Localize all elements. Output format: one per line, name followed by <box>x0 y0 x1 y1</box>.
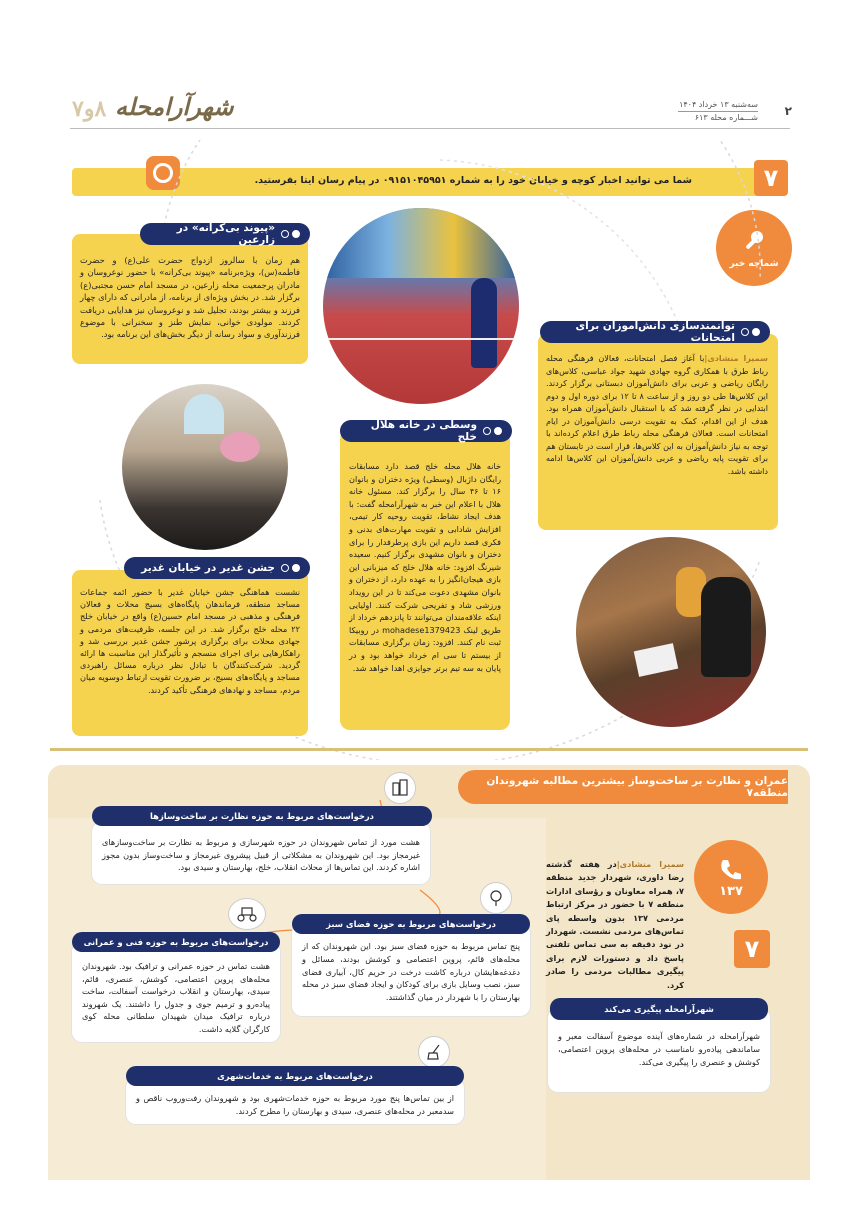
request-body: از بین تماس‌ها پنج مورد مربوط به حوزه خدمات‌شهری بود و شهروندان رفت‌وروب ناقص و سدمعبر در محله‌های عنصری، سیدی و بهارستان را مطرح کردند. <box>136 1093 454 1116</box>
phone-icon <box>717 856 745 884</box>
building-icon <box>384 772 416 804</box>
request-body: هشت تماس در حوزه عمرانی و ترافیک بود. شهروندان محله‌های پروین اعتصامی، کوشش، عنصری، قائم، سیدی، بهارستان و انقلاب درخواست آسفالت، ساخت پیاده‌رو و ترمیم جوی و جدول را داشتند. یک شهروند درباره ترافیک میدان شهیدان سلطانی محله کوی کارگران گلایه داشت. <box>82 961 270 1034</box>
photo-figure <box>471 278 497 368</box>
magazine-title-text: شهرآرامحله <box>115 92 234 121</box>
article-imtihan <box>538 334 778 530</box>
request-title-text: درخواست‌های مربوط به حوزه نظارت بر ساخت‌وسازها <box>150 811 374 821</box>
title-dots <box>281 564 300 572</box>
page-number: ۲ <box>784 104 792 118</box>
section2-intro <box>546 858 684 992</box>
article-peyvand <box>72 234 308 364</box>
dot-icon <box>494 427 502 435</box>
peyvand-body: هم زمان با سالروز ازدواج حضرت علی(ع) و حضرت فاطمه(س)، ویژه‌برنامه «پیوند بی‌کرانه» با حضور نوعروسان و مادران پرجمعیت محله زارعین، در مسجد امام حسن مجتبی(ع) برگزار شد. در بخش ویژه‌ای از برنامه، از مادرانی که دارای چهار فرزند و بیشتر بودند، تجلیل شد و نوعروسان نیز هدایایی دریافت کردند. مولودی خوانی، نمایش طنز و سخنرانی با موضوع فرزندآوری و سواد رسانه از دیگر بخش‌های این برنامه بود. <box>80 255 300 340</box>
photo-paper <box>634 643 679 677</box>
photo-women-gathering <box>122 384 288 550</box>
article-vasati <box>340 430 510 730</box>
title-dots <box>483 427 502 435</box>
tree-icon <box>480 882 512 914</box>
imtihan-body <box>546 352 768 477</box>
dot-icon <box>281 230 289 238</box>
photo-kids-studying <box>576 537 766 727</box>
imtihan-title <box>540 321 770 343</box>
vasati-title <box>340 420 512 442</box>
vasati-title-text: وسطی در خانه هلال خلج <box>370 419 477 443</box>
magazine-title <box>115 92 234 121</box>
section-divider <box>50 748 808 751</box>
news-badge-label: شماچه خبر <box>729 259 779 269</box>
banner-number: ۷ <box>763 164 779 192</box>
photo-dodgeball-hall <box>323 208 519 404</box>
imtihan-author: سمیرا منشادی| <box>704 353 768 363</box>
ghadir-title <box>124 557 310 579</box>
request-title-text: درخواست‌های مربوط به حوزه فضای سبز <box>326 919 496 929</box>
followup-title <box>550 998 768 1020</box>
broom-icon <box>418 1036 450 1068</box>
request-title-technical <box>72 932 280 952</box>
request-title-text: درخواست‌های مربوط به حوزه فنی و عمرانی <box>83 937 269 947</box>
request-title-construction <box>92 806 432 826</box>
header-divider <box>70 128 790 129</box>
dot-icon <box>741 328 749 336</box>
request-title-green-space <box>292 914 530 934</box>
request-card-construction <box>92 822 430 884</box>
region-numbers: ۸و۷ <box>72 96 107 122</box>
ghadir-title-text: جشن غدیر در خیابان غدیر <box>141 562 275 574</box>
issue-number: شـــماره محله ۶۱۳ <box>694 113 758 122</box>
photo-flowers <box>220 432 260 462</box>
request-card-technical <box>72 942 280 1042</box>
phone-137-badge <box>694 840 768 914</box>
page-header <box>0 0 858 140</box>
region-7-number: ۷ <box>744 935 760 963</box>
followup-body: شهرآرامحله در شماره‌های آینده موضوع آسفالت معبر و ساماندهی پیاده‌رو نامناسب در محله‌های پروین اعتصامی، کوشش و عنصری را پیگیری می‌کند. <box>558 1031 760 1067</box>
ghadir-body: نشست هماهنگی جشن خیابان غدیر با حضور ائمه جماعات مساجد منطقه، فرماندهان پایگاه‌های بسیج محلات و فعالان فرهنگی و مذهبی در مسجد امام حسین(ع) واقع در خیابان خلج ۲۲ محله خلج برگزار شد. در این جلسه، ظرفیت‌های مردمی و جهادی محلات برای برگزاری پرشور جشن غدیر بررسی شد و راهکارهایی برای اجرای منسجم و تأثیرگذار این مناسبت ها ارائه گردید. شرکت‌کنندگان با تبادل نظر درباره مسائل راهبردی مساجد و پایگاه‌های بسیج، بر ضرورت تقویت ارتباط دوسویه میان مردم، مساجد و نهادهای فرهنگی تأکید کردند. <box>80 587 300 695</box>
header-rule <box>678 111 758 112</box>
road-roller-icon <box>228 898 266 930</box>
photo-wall <box>323 208 519 278</box>
request-title-city-services <box>126 1066 464 1086</box>
followup-title-text: شهرآرامحله پیگیری می‌کند <box>604 1004 714 1014</box>
region-7-badge <box>734 930 770 968</box>
dot-icon <box>292 230 300 238</box>
imtihan-body-text: با آغاز فصل امتحانات، فعالان فرهنگی محله رباط طرق با همکاری گروه جهادی شهید جواد عباسی، کلاس‌های رایگان ریاضی و عربی برای دانش‌آموزان دبستانی برگزار کردند. این کلاس‌ها طی دو روز و از ساعت ۸ تا ۱۲ برای دوره اول و دوم ابتدایی در نظر گرفته شد که با استقبال دانش‌آموزان همراه بود. هدف از این اقدام، کمک به تقویت درسی دانش‌آموزان در ایام امتحانات است. فعالان فرهنگی محله رباط طرق اعلام کرده‌اند با توجه به نیاز دانش‌آموزان به این کلاس‌ها، قرار است در تابستان هم برای تقویت پایه ریاضی و عربی دانش‌آموزان این کلاس‌ها ادامه داشته باشد. <box>546 353 768 476</box>
followup-card <box>548 1008 770 1092</box>
section2-intro-text: در هفته گذشته رضا داوری، شهردار جدید منطقه ۷، همراه معاونان و رؤسای ادارات منطقه ۷ با حضور در مرکز ارتباط مردمی ۱۳۷ بدون واسطه پای تماس‌های مردمی نشست. شهردار در نود دقیقه به سی تماس تلفنی پاسخ داد و دستورات لازم برای پیگیری مطالبات مردمی را صادر کرد. <box>546 859 684 990</box>
request-body: پنج تماس مربوط به حوزه فضای سبز بود. این شهروندان که از محله‌های قائم، پروین اعتصامی و کوشش بودند، مسائل و دغدغه‌هایشان درباره کاشت درخت در حریم کال، آبیاری فضای سبز، نصب وسایل بازی برای کودکان و ایجاد فضای سبز در محله بهارستان را با شهردار در میان گذاشتند. <box>302 941 520 1003</box>
section2-intro-author: سمیرا منشادی| <box>616 859 684 869</box>
photo-adult <box>701 577 751 677</box>
phone-number: ۱۳۷ <box>719 883 743 899</box>
title-dots <box>281 230 300 238</box>
issue-date: سه‌شنبه ۱۳ خرداد ۱۴۰۴ <box>679 100 758 109</box>
photo-court-line <box>323 338 519 340</box>
peyvand-title-text: «پیوند بی‌کرانه» در زارعین <box>176 222 275 246</box>
vasati-body: خانه هلال محله خلج قصد دارد مسابقات رایگان داژبال (وسطی) ویژه دختران و بانوان ۱۶ تا ۴۶ سال را برگزار کند. مسئول خانه هلال با اعلام این خبر به شهرآرامحله گفت: با هدف ایجاد نشاط، تقویت روحیه کار تیمی، افزایش شادابی و تقویت مهارت‌های بدنی و فکری قصد داریم این بازی پرطرفدار را برای دختران و بانوان مشهدی برگزار کنیم. سعیده شیرنگ افزود: خانه هلال خلج که میزبانی این بازی هیجان‌انگیز را به عهده دارد، از دختران و بانوان مشهدی دعوت می‌کند تا در این رویداد ورزشی شاد و تفریحی شرکت کنند. اولیایی اینکه علاقه‌مندان می‌توانند تا پانزدهم خرداد از طریق لینک mohadese1379423 در روبیکا ثبت نام کنند. افزود: زمان برگزاری مسابقات از بیستم تا سی ام خرداد خواهد بود و در پایان به سه تیم برتر جوایزی اهدا خواهد شد. <box>349 461 501 673</box>
request-body: هشت مورد از تماس شهروندان در حوزه شهرسازی و مربوط به نظارت بر ساخت‌وسازهای غیرمجاز بود. این شهروندان به مشکلاتی از قبیل پیشروی غیرمجاز و ساخت‌وساز بدون مجوز اشاره کردند. این تماس‌ها از محلات انقلاب، خلج، بهارستان و سیدی بود. <box>102 837 420 873</box>
photo-window <box>184 394 224 434</box>
dot-icon <box>281 564 289 572</box>
dot-icon <box>752 328 760 336</box>
banner-text: شما می توانید اخبار کوچه و خیابان خود را به شماره ۰۹۱۵۱۰۴۵۹۵۱ در پیام رسان ایتا بفرستید. <box>254 175 692 186</box>
title-dots <box>741 328 760 336</box>
section2-title: عمران و نظارت بر ساخت‌وساز بیشترین مطالبه شهروندان منطقه۷ <box>486 775 788 799</box>
dot-icon <box>483 427 491 435</box>
imtihan-title-text: توانمندسازی دانش‌آموزان برای امتحانات <box>575 320 735 344</box>
dot-icon <box>292 564 300 572</box>
article-ghadir <box>72 570 308 736</box>
request-title-text: درخواست‌های مربوط به خدمات‌شهری <box>217 1071 373 1081</box>
peyvand-title <box>140 223 310 245</box>
request-card-green-space <box>292 924 530 1016</box>
